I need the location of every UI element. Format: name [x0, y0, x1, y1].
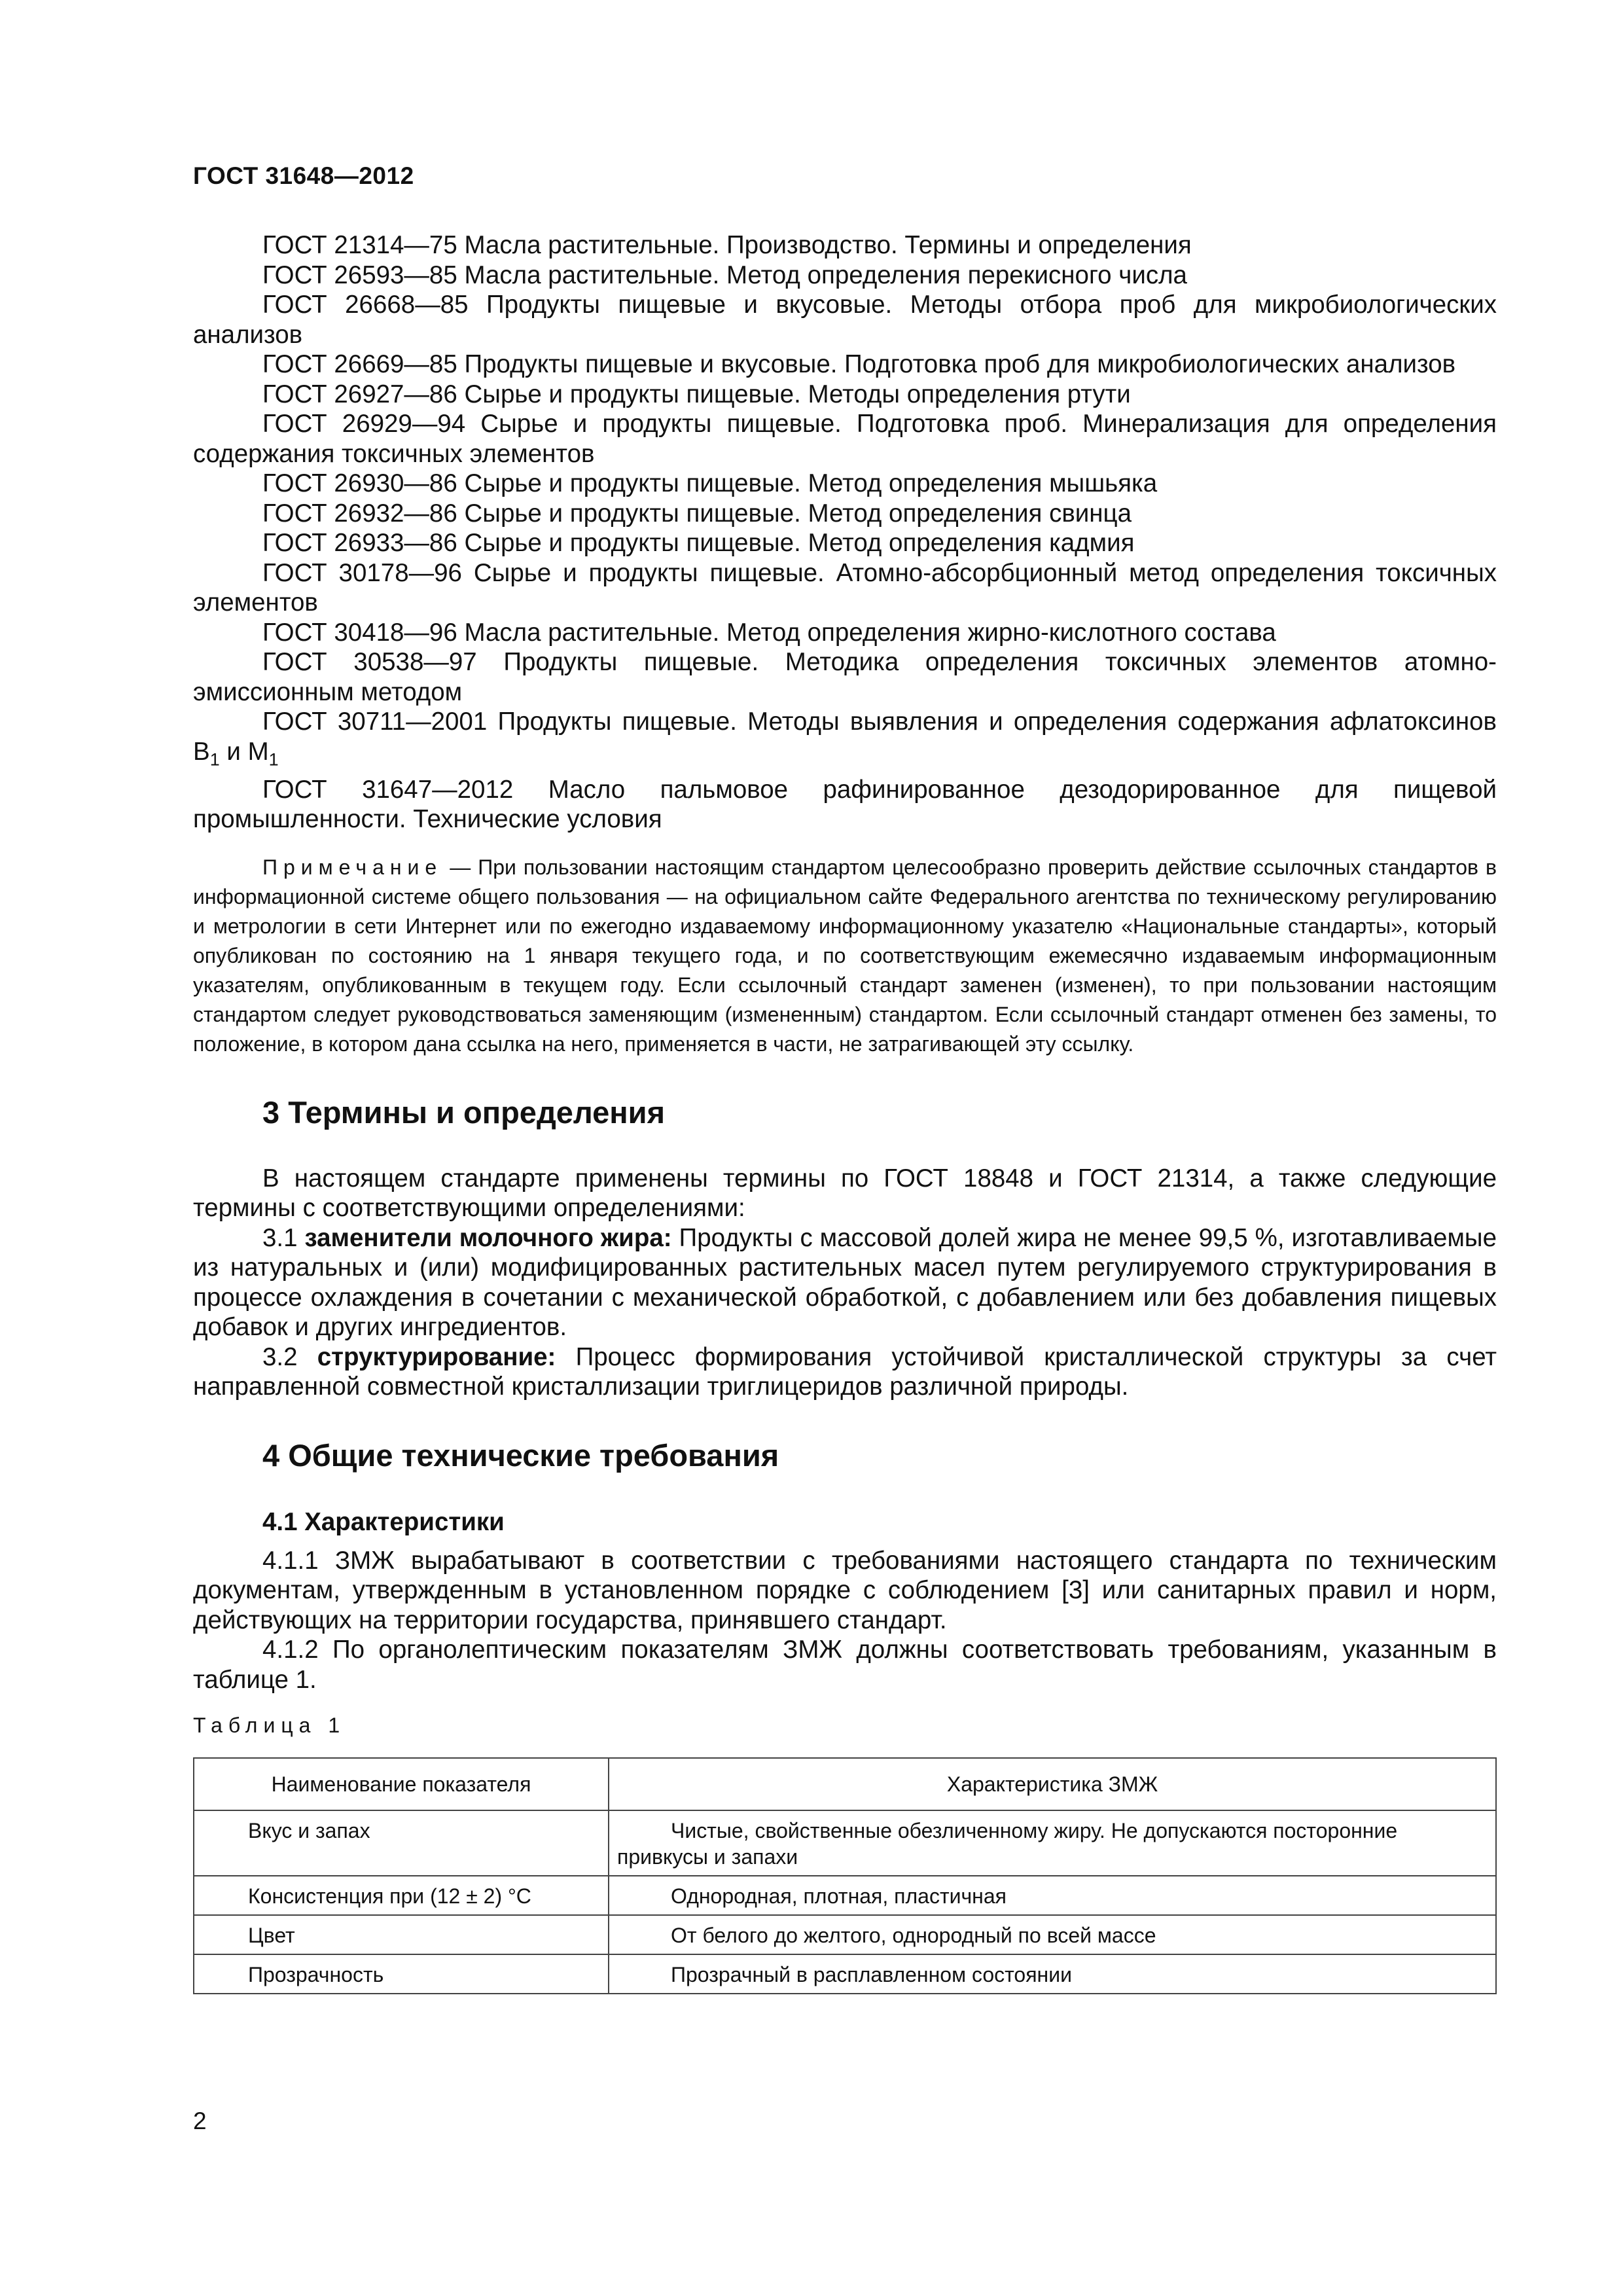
- term-definition: 3.2 структурирование: Процесс формирования устойчивой кристаллической структуры за счет направленной совместной кристаллизации триглицеридов различной природы.: [193, 1342, 1497, 1401]
- reference-item: ГОСТ 26927—86 Сырье и продукты пищевые. Методы определения ртути: [262, 380, 1131, 408]
- table-row: [194, 1915, 1496, 1954]
- page-number: 2: [193, 2108, 207, 2134]
- paragraph-4-1-1: 4.1.1 ЗМЖ вырабатывают в соответствии с требованиями настоящего стандарта по техническим документам, утвержденным в установленном порядке с соблюдением [3] или санитарных правил и норм, действующих на территории государства, принявшего стандарт.: [193, 1546, 1497, 1634]
- section-3-intro: В настоящем стандарте применены термины по ГОСТ 18848 и ГОСТ 21314, а также следующие термины с соответствующими определениями:: [193, 1164, 1497, 1223]
- reference-item: ГОСТ 26933—86 Сырье и продукты пищевые. Метод определения кадмия: [262, 529, 1135, 557]
- note-text: — При пользовании настоящим стандартом целесообразно проверить действие ссылочных стандартов в информационной системе общего пользования — на официальном сайте Федерального агентства по техническому регулированию и метрологии в сети Интернет или по ежегодно издаваемому информационному указателю «Национальные стандарты», который опубликован по состоянию на 1 января текущего года, и по соответствующим ежемесячно издаваемым информационным указателям, опубликованным в текущем году. Если ссылочный стандарт заменен (изменен), то при пользовании настоящим стандартом следует руководствоваться заменяющим (измененным) стандартом. Если ссылочный стандарт отменен без замены, то положение, в котором дана ссылка на него, применяется в части, не затрагивающей эту ссылку.: [193, 855, 1497, 1056]
- section-4-heading: 4 Общие технические требования: [262, 1437, 779, 1473]
- section-4-body: [193, 1546, 1497, 1695]
- table-row: [194, 1876, 1496, 1915]
- column-header: Характеристика ЗМЖ: [609, 1758, 1496, 1810]
- reference-item: ГОСТ 26929—94 Сырье и продукты пищевые. Подготовка проб. Минерализация для определения содержания токсичных элементов: [193, 410, 1497, 468]
- indicator-value: Прозрачный в расплавленном состоянии: [609, 1954, 1496, 1994]
- reference-item: ГОСТ 26593—85 Масла растительные. Метод определения перекисного числа: [262, 260, 1187, 289]
- indicator-name: Прозрачность: [194, 1954, 609, 1994]
- indicator-value: Однородная, плотная, пластичная: [609, 1876, 1496, 1915]
- term-definition: 3.1 заменители молочного жира: Продукты с массовой долей жира не менее 99,5 %, изготавливаемые из натуральных и (или) модифицированных растительных масел путем регулируемого структурирования в процессе охлаждения в сочетании с механической обработкой, с добавлением или без добавления пищевых добавок и других ингредиентов.: [193, 1223, 1497, 1342]
- section-3-heading: 3 Термины и определения: [262, 1094, 665, 1130]
- indicator-value: Чистые, свойственные обезличенному жиру. Не допускаются посторонние привкусы и запахи: [609, 1810, 1496, 1876]
- reference-item: ГОСТ 31647—2012 Масло пальмовое рафинированное дезодорированное для пищевой промышленности. Технические условия: [193, 775, 1497, 834]
- document-code-header: ГОСТ 31648—2012: [193, 162, 414, 189]
- paragraph-4-1-2: 4.1.2 По органолептическим показателям ЗМЖ должны соответствовать требованиям, указанным в таблице 1.: [193, 1636, 1497, 1694]
- reference-item: ГОСТ 26669—85 Продукты пищевые и вкусовые. Подготовка проб для микробиологических анализов: [262, 350, 1456, 378]
- reference-item: ГОСТ 26932—86 Сырье и продукты пищевые. Метод определения свинца: [262, 499, 1132, 528]
- table-row: [194, 1954, 1496, 1994]
- subsection-4-1-heading: 4.1 Характеристики: [262, 1507, 505, 1536]
- normative-references-list: [193, 230, 1497, 834]
- reference-item: ГОСТ 30538—97 Продукты пищевые. Методика определения токсичных элементов атомно-эмиссионным методом: [193, 648, 1497, 706]
- table-title: Таблица 1: [193, 1713, 346, 1738]
- term: заменители молочного жира:: [304, 1223, 672, 1252]
- note-block: [193, 853, 1497, 1059]
- term: структурирование:: [317, 1342, 556, 1371]
- reference-item: ГОСТ 26668—85 Продукты пищевые и вкусовые. Методы отбора проб для микробиологических анализов: [193, 291, 1497, 349]
- reference-item: ГОСТ 21314—75 Масла растительные. Производство. Термины и определения: [262, 231, 1192, 259]
- reference-item: ГОСТ 30178—96 Сырье и продукты пищевые. Атомно-абсорбционный метод определения токсичных элементов: [193, 558, 1497, 617]
- column-header: Наименование показателя: [194, 1758, 609, 1810]
- reference-item: ГОСТ 30711—2001 Продукты пищевые. Методы выявления и определения содержания афлатоксинов $B_1$ и $M_1$: [193, 708, 1497, 770]
- indicator-name: Цвет: [194, 1915, 609, 1954]
- indicator-name: Вкус и запах: [194, 1810, 609, 1876]
- table-header-row: [194, 1758, 1496, 1810]
- organoleptic-table: [193, 1757, 1497, 1994]
- reference-item: ГОСТ 30418—96 Масла растительные. Метод определения жирно-кислотного состава: [262, 618, 1276, 647]
- page-content: [193, 230, 1497, 1994]
- section-3-body: [193, 1164, 1497, 1402]
- indicator-value: От белого до желтого, однородный по всей массе: [609, 1915, 1496, 1954]
- note-label: Примечание: [262, 855, 443, 879]
- table-row: [194, 1810, 1496, 1876]
- indicator-name: Консистенция при (12 ± 2) °С: [194, 1876, 609, 1915]
- reference-item: ГОСТ 26930—86 Сырье и продукты пищевые. Метод определения мышьяка: [262, 469, 1158, 497]
